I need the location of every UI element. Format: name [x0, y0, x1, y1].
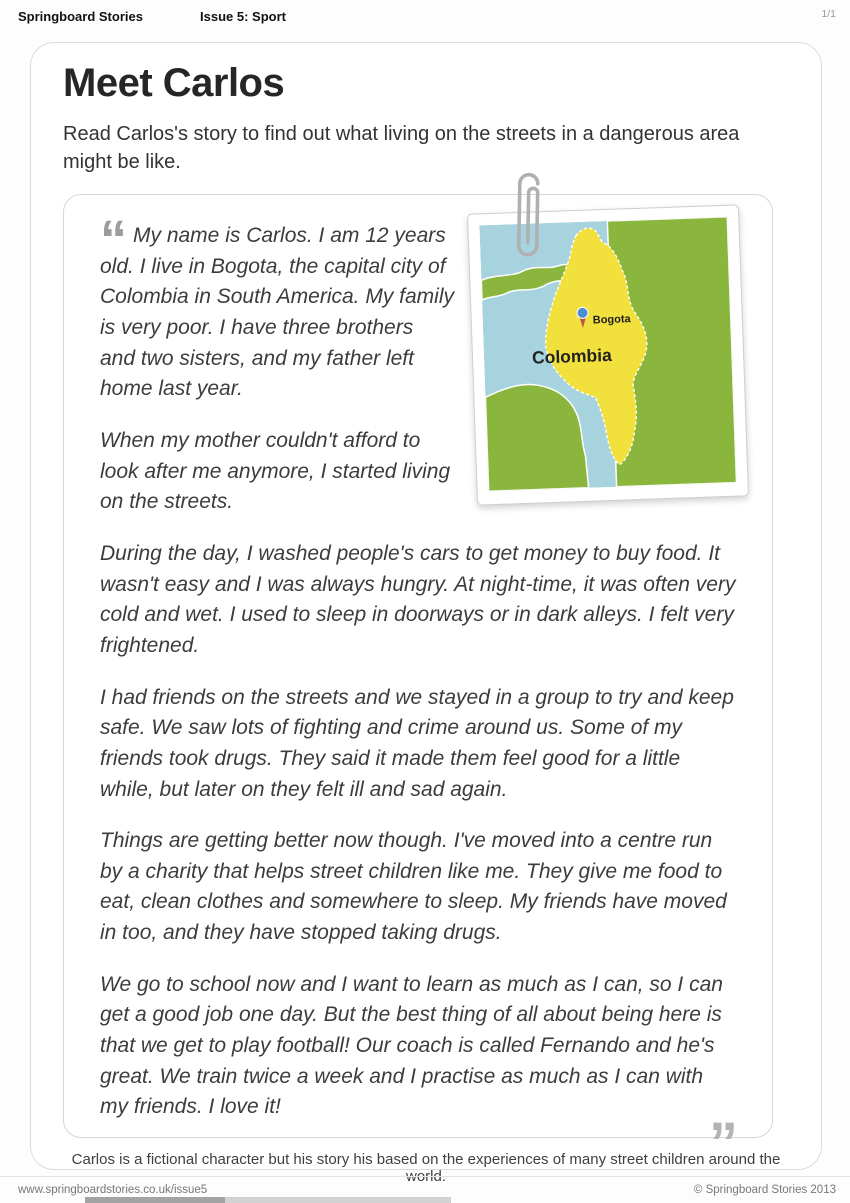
bottom-edge-bar-dark [85, 1197, 225, 1203]
story-paragraph: When my mother couldn't afford to look after me anymore, I started living on the streets. [100, 428, 451, 514]
page-indicator: 1/1 [821, 8, 836, 20]
map-label-colombia: Colombia [531, 344, 613, 368]
open-quote-icon: “ [100, 210, 123, 270]
issue-title: Issue 5: Sport [200, 9, 286, 24]
intro-text: Read Carlos's story to find out what living on the streets in a dangerous area might be like. [63, 123, 740, 173]
paperclip-icon [505, 170, 551, 267]
footer-copyright: © Springboard Stories 2013 [693, 1184, 836, 1196]
story-paragraph-text: My name is Carlos. I am 12 years old. I live in Bogota, the capital city of Colombia in South America. My family is very poor. I have three brothers and two sisters, and my father left home last year. [100, 224, 455, 401]
map-label-bogota: Bogota [592, 313, 631, 327]
caption-text: Carlos is a fictional character but his story his based on the experiences of many street children around the world. [71, 1151, 781, 1185]
close-quote-icon: ” [709, 1111, 734, 1177]
map-polaroid [467, 204, 749, 505]
brand-title: Springboard Stories [18, 9, 143, 24]
page-header [0, 0, 850, 34]
content-panel [30, 42, 822, 1185]
footer-url: www.springboardstories.co.uk/issue5 [18, 1184, 208, 1196]
bottom-edge-bar-light [225, 1197, 451, 1203]
page-footer [0, 1176, 850, 1196]
story-paragraph: Things are getting better now though. I've moved into a centre run by a charity that helps street children like me. They give me food to eat, clean clothes and somewhere to sleep. My friends have moved in too, and they have stopped taking drugs. [100, 829, 727, 945]
story-paragraph: During the day, I washed people's cars to get money to buy food. It wasn't easy and I was always hungry. At night-time, it was often very cold and wet. I used to sleep in doorways or in dark alleys. I felt very frightened. [100, 541, 736, 657]
page-title: Meet Carlos [63, 61, 285, 105]
story-paragraph: We go to school now and I want to learn as much as I can, so I can get a good job one day. But the best thing of all about being here is that we get to play football! Our coach is called Fernando and he's great. We train twice a week and I practise as much as I can with my friends. I love it! [100, 972, 723, 1119]
story-paragraph: I had friends on the streets and we stayed in a group to try and keep safe. We saw lots of fighting and crime around us. Some of my friends took drugs. They said it made them feel good for a little while, but later on they felt ill and sad again. [100, 685, 734, 801]
